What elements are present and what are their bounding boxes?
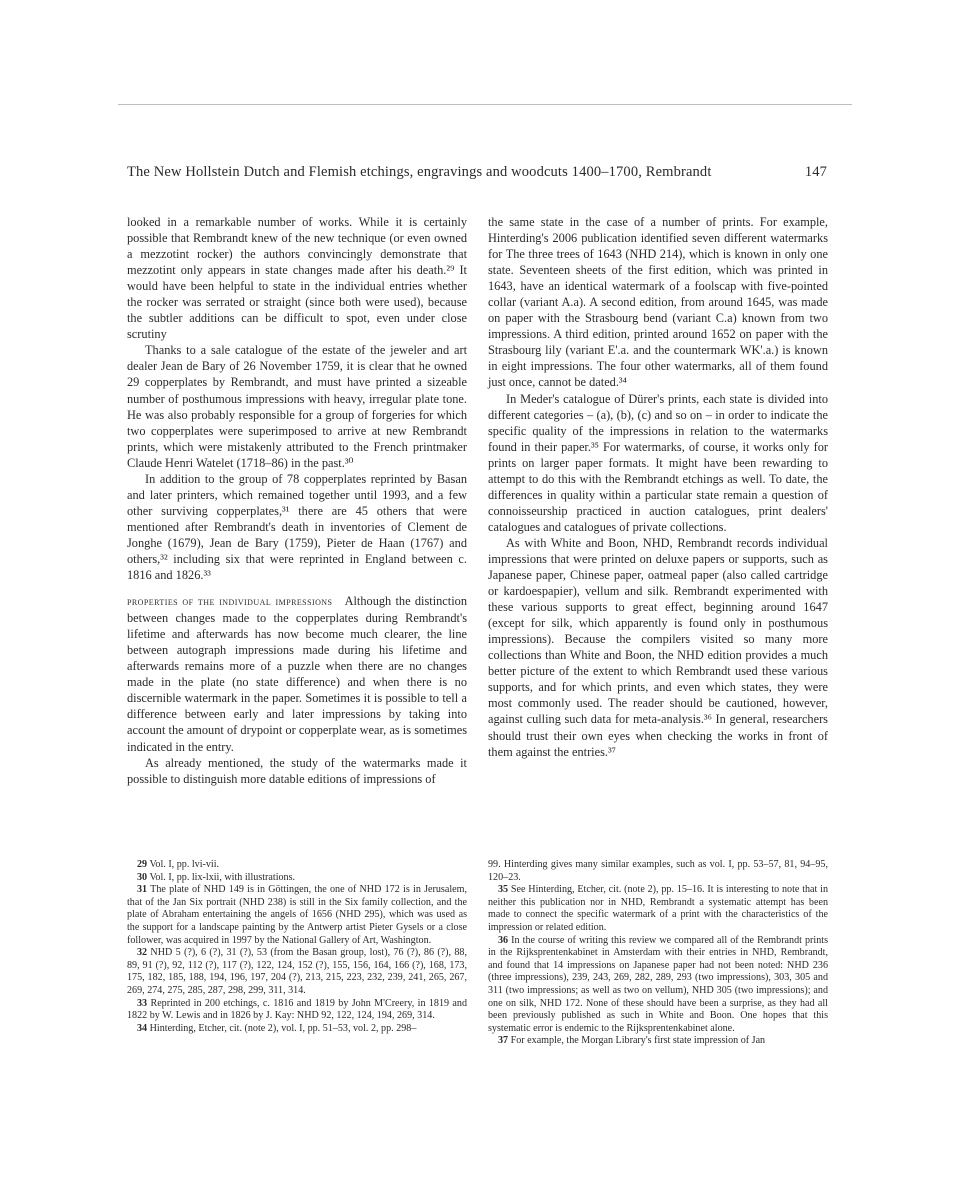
- footnote-text: Reprinted in 200 etchings, c. 1816 and 1819 by John M'Creery, in 1819 and 1822 by W. Lewis and in 1826 by J. Kay: NHD 92, 122, 124, 194, 269, 314.: [127, 997, 467, 1022]
- footnote: [127, 998, 467, 1023]
- paragraph: In Meder's catalogue of Dürer's prints, each state is divided into different categories – (a), (b), (c) and so on – in order to indicate the specific quality of the impressions in relation to the watermarks found in their paper.³⁵ For watermarks, of course, it works only for prints on larger paper formats. It might have been rewarding to attempt to do this with the Rembrandt etchings as well. To date, the differences in quality within a particular state remain a question of connoisseurship practiced in auction catalogues, print dealers' catalogues and catalogues of private collections.: [488, 391, 828, 534]
- footnote: [127, 1023, 467, 1036]
- footnote: [127, 872, 467, 885]
- paragraph: Thanks to a sale catalogue of the estate of the jeweler and art dealer Jean de Bary of 26 November 1759, it is clear that he owned 29 copperplates by Rembrandt, and must have printed a sizeable number of posthumous impressions with heavy, irregular plate tone. He was also probably responsible for a group of forgeries for which two copperplates were superimposed to arrive at new Rembrandt prints, which were mistakenly attributed to the French printmaker Claude Henri Watelet (1718–86) in the past.³⁰: [127, 343, 467, 470]
- paragraph: looked in a remarkable number of works. While it is certainly possible that Rembrandt knew of the new technique (or even owned a mezzotint rocker) the authors convincingly demonstrate that mezzotint only appears in state changes made after his death.²⁹ It would have been helpful to state in the individual entries whether the rocker was serrated or straight (since both were used), because the subtler additions can be difficult to spot, even under close scrutiny: [127, 215, 467, 342]
- paragraph-text: Although the distinction between changes made to the copperplates during Rembrandt's lifetime and afterwards has now become much clearer, the line between autograph impressions made during his lifetime and afterwards remains more of a puzzle when there are no changes made in the plate (no state difference) and when there is no discernible watermark in the paper. Sometimes it is possible to tell a difference between early and later impressions by taking into account the amount of drypoint or copperplate wear, as is sometimes indicated in the entry.: [127, 594, 467, 754]
- footnote: [488, 884, 828, 934]
- footnote-text: Vol. I, pp. lix-lxii, with illustrations.: [149, 871, 296, 883]
- footnote-number: 30: [137, 871, 148, 883]
- footnote-number: 31: [137, 884, 148, 896]
- footnote: [488, 935, 828, 1036]
- footnote-text: In the course of writing this review we compared all of the Rembrandt prints in the Rijksprentenkabinet in Amsterdam with their entries in NHD, Rembrandt, and found that 14 impressions on Japanese paper had not been noted: NHD 236 (three impressions), 239, 243, 269, 282, 289, 293 (two impressions), 303, 305 and 311 (two impressions; as well as two on vellum), NHD 305 (two impressions); and one on silk, NHD 172. None of these should have been a surprise, as they had all been previously published as such in White and Boon. One hopes that this systematic error is endemic to the Rijksprentenkabinet alone.: [488, 934, 828, 1034]
- footnote-text: The plate of NHD 149 is in Göttingen, the one of NHD 172 is in Jerusalem, that of the Jan Six portrait (NHD 238) is still in the Six family collection, and the plate of Abraham entertaining the angels of 1656 (NHD 295), which was used as the support for a landscape painting by the Antwerp artist Pieter Gysels or a close follower, was acquired in 1997 by the National Gallery of Art, Washington.: [127, 884, 468, 946]
- footnote-number: 37: [498, 1035, 509, 1047]
- footnote-text: See Hinterding, Etcher, cit. (note 2), pp. 15–16. It is interesting to note that in neither this publication nor in NHD, Rembrandt a systematic attempt has been made to connect the specific watermark of a print with the characteristics of the impression or related edition.: [488, 884, 828, 933]
- section-heading: properties of the individual impressions: [127, 596, 333, 609]
- paragraph: As already mentioned, the study of the watermarks made it possible to distinguish more datable editions of impressions of: [127, 755, 467, 786]
- footnote: [127, 947, 467, 997]
- footnote-number: 36: [498, 934, 509, 946]
- footnote-text: For example, the Morgan Library's first state impression of Jan: [510, 1035, 766, 1047]
- section-paragraph: [127, 593, 467, 754]
- footnote-number: 29: [137, 859, 148, 870]
- footnote: [127, 859, 467, 872]
- left-column: [127, 214, 467, 787]
- page-number: 147: [804, 164, 827, 180]
- footnote-text: Hinterding, Etcher, cit. (note 2), vol. I, pp. 51–53, vol. 2, pp. 298–: [149, 1022, 417, 1034]
- paragraph: In addition to the group of 78 copperplates reprinted by Basan and later printers, which remained together until 1993, and a few other surviving copperplates,³¹ there are 45 others that were mentioned after Rembrandt's death in inventories of Clement de Jonghe (1679), Jean de Bary (1759), Pieter de Haan (1767) and others,³² including six that were reprinted in England between c. 1816 and 1826.³³: [127, 471, 467, 583]
- paragraph: the same state in the case of a number of prints. For example, Hinterding's 2006 publication identified seven different watermarks for The three trees of 1643 (NHD 214), which is known in only one state. Seventeen sheets of the first edition, which was printed in 1643, have an identical watermark of a foolscap with five-pointed collar (variant A.a). A second edition, from around 1645, was made on paper with the Strasbourg bend (variant C.a) known from two impressions. A third edition, printed around 1652 on paper with the Strasbourg lily (variant E'.a. and the countermark WK'.a.) is known in eight impressions. The four other watermarks, all of them found just once, cannot be dated.³⁴: [488, 215, 828, 390]
- footnotes-right: [488, 859, 828, 1048]
- footnote-number: 35: [498, 884, 509, 896]
- footnote-number: 32: [137, 947, 148, 959]
- footnotes-left: [127, 859, 467, 1035]
- footnote: [127, 884, 467, 947]
- footnote-number: 34: [137, 1022, 148, 1034]
- paragraph: As with White and Boon, NHD, Rembrandt records individual impressions that were printed on deluxe papers or supports, such as Japanese paper, Chinese paper, oatmeal paper (also called cartridge or kardoespapier), vellum and silk. Rembrandt experimented with these various supports to great effect, beginning around 1647 (except for silk, which apparently is found only in posthumous impressions). Because the compilers visited so many more collections than White and Boon, the NHD edition provides a much better picture of the extent to which Rembrandt used these various supports, and for which prints, and even which states, they were most commonly used. The reader should be cautioned, however, against culling such data for meta-analysis.³⁶ In general, researchers should trust their own eyes when checking the works in front of them against the entries.³⁷: [488, 535, 828, 759]
- footnote-continuation: 99. Hinterding gives many similar examples, such as vol. I, pp. 53–57, 81, 94–95, 120–23.: [488, 859, 828, 883]
- running-title: The New Hollstein Dutch and Flemish etchings, engravings and woodcuts 1400–1700, Rembrandt: [127, 164, 712, 180]
- right-column: [488, 214, 828, 760]
- footnote-text: Vol. I, pp. lvi-vii.: [149, 859, 220, 870]
- running-head: [127, 164, 827, 186]
- top-rule: [118, 104, 852, 105]
- footnote: [488, 1035, 828, 1048]
- footnote-text: NHD 5 (?), 6 (?), 31 (?), 53 (from the Basan group, lost), 76 (?), 86 (?), 88, 89, 91 (?), 92, 112 (?), 117 (?), 122, 124, 152 (?), 155, 156, 164, 166 (?), 168, 173, 175, 182, 185, 188, 194, 196, 197, 204 (?), 213, 215, 223, 232, 239, 241, 265, 267, 269, 274, 275, 285, 287, 298, 299, 311, 314.: [127, 947, 467, 996]
- footnote-number: 33: [137, 997, 148, 1009]
